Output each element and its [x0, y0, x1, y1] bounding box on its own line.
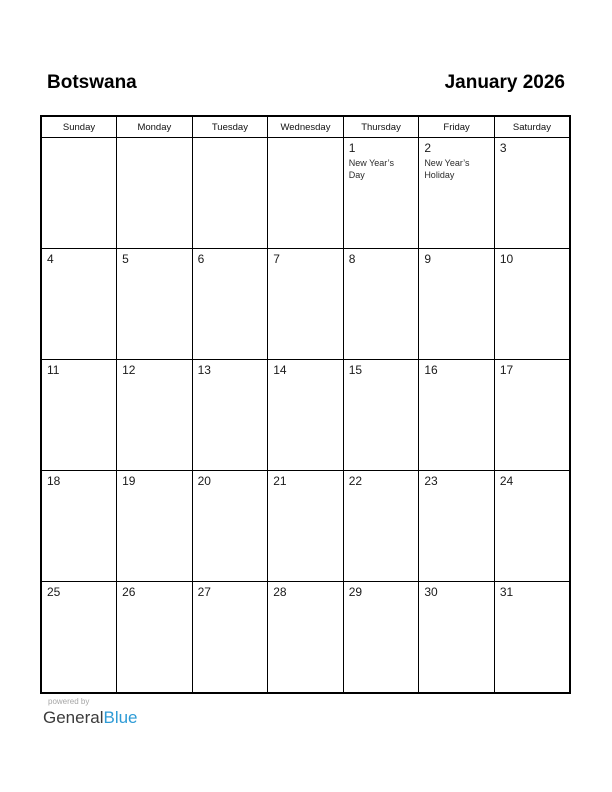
day-cell	[494, 582, 570, 694]
day-cell	[343, 249, 419, 360]
day-number: 22	[348, 474, 363, 488]
weekday-header-friday: Friday	[419, 116, 495, 138]
day-cell	[117, 138, 193, 249]
week-row-1	[41, 138, 570, 249]
day-cell	[268, 360, 344, 471]
day-cell	[494, 249, 570, 360]
day-cell	[494, 360, 570, 471]
day-number: 26	[122, 585, 136, 599]
day-number: 23	[424, 474, 438, 488]
day-cell	[343, 360, 419, 471]
day-cell	[192, 582, 268, 694]
day-number: 6	[197, 252, 205, 266]
day-cell	[192, 249, 268, 360]
holiday-label: New Year’s Holiday	[424, 158, 470, 180]
week-row-3	[41, 360, 570, 471]
day-cell	[41, 138, 117, 249]
day-number: 11	[47, 363, 60, 377]
day-number: 28	[273, 585, 287, 599]
day-number: 7	[273, 252, 280, 266]
day-cell	[117, 471, 193, 582]
title-bar	[47, 72, 565, 94]
day-cell	[419, 582, 495, 694]
footer-brand	[43, 697, 138, 728]
calendar-table	[40, 115, 571, 694]
week-row-2	[41, 249, 570, 360]
month-year-title: January 2026	[444, 72, 565, 93]
day-number: 12	[122, 363, 136, 377]
day-cell	[41, 360, 117, 471]
weekday-header-row	[41, 116, 570, 138]
day-number: 13	[197, 363, 211, 377]
day-number: 25	[47, 585, 61, 599]
day-number: 19	[122, 474, 136, 488]
day-number: 4	[47, 252, 54, 266]
day-number	[268, 138, 343, 141]
day-number	[193, 138, 268, 141]
weekday-header-wednesday: Wednesday	[268, 116, 344, 138]
country-title: Botswana	[47, 72, 137, 93]
brand-text-general: General	[43, 708, 104, 727]
week-row-4	[41, 471, 570, 582]
day-cell	[192, 138, 268, 249]
day-cell	[494, 471, 570, 582]
day-number: 17	[499, 363, 514, 377]
powered-by-label: powered by	[48, 697, 90, 706]
holiday-label: New Year’s Day	[348, 158, 394, 180]
day-number	[42, 138, 116, 141]
day-cell	[41, 471, 117, 582]
day-cell	[419, 360, 495, 471]
day-number: 24	[499, 474, 514, 488]
day-number: 2	[424, 141, 431, 155]
weekday-header-saturday: Saturday	[494, 116, 570, 138]
day-cell	[117, 249, 193, 360]
day-cell	[419, 249, 495, 360]
day-number: 16	[424, 363, 438, 377]
day-number: 27	[197, 585, 211, 599]
day-cell	[343, 471, 419, 582]
brand-text-blue: Blue	[103, 708, 138, 727]
day-cell	[343, 582, 419, 694]
day-number: 9	[424, 252, 431, 266]
day-cell	[41, 249, 117, 360]
day-cell	[268, 249, 344, 360]
day-cell	[117, 360, 193, 471]
weekday-header-monday: Monday	[117, 116, 193, 138]
day-number: 30	[424, 585, 438, 599]
day-number: 10	[499, 252, 514, 266]
day-number: 15	[348, 363, 363, 377]
day-cell	[192, 471, 268, 582]
day-cell	[268, 138, 344, 249]
day-cell	[268, 471, 344, 582]
day-cell	[117, 582, 193, 694]
day-number: 20	[197, 474, 211, 488]
generalblue-logo	[43, 707, 138, 728]
day-number: 21	[273, 474, 287, 488]
day-number: 31	[499, 585, 514, 599]
day-cell	[419, 471, 495, 582]
weekday-header-thursday: Thursday	[343, 116, 419, 138]
day-cell	[41, 582, 117, 694]
day-number: 29	[348, 585, 363, 599]
day-number: 5	[122, 252, 129, 266]
day-number	[117, 138, 192, 141]
day-number: 18	[47, 474, 61, 488]
day-cell	[192, 360, 268, 471]
day-cell	[494, 138, 570, 249]
day-number: 14	[273, 363, 287, 377]
day-number: 3	[499, 141, 507, 155]
day-cell	[343, 138, 419, 249]
day-number: 1	[348, 141, 356, 155]
week-row-5	[41, 582, 570, 694]
day-cell	[268, 582, 344, 694]
weekday-header-sunday: Sunday	[41, 116, 117, 138]
day-number: 8	[348, 252, 356, 266]
day-cell	[419, 138, 495, 249]
weekday-header-tuesday: Tuesday	[192, 116, 268, 138]
